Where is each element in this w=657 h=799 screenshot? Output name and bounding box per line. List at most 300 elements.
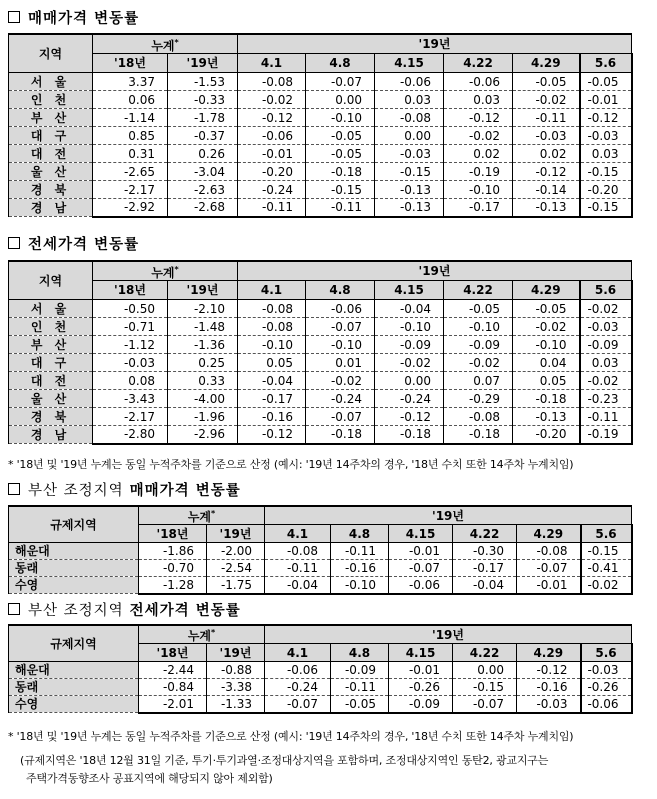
year-2019-header: '19년 [238, 34, 632, 54]
value-cell: -0.06 [444, 73, 513, 91]
value-cell: -0.19 [580, 426, 632, 444]
region-cell: 서 울 [9, 73, 93, 91]
section-jeonse-title [8, 232, 139, 254]
value-cell: -0.03 [513, 127, 580, 145]
col-header-week: 4.8 [306, 281, 375, 300]
value-cell: 0.31 [93, 145, 168, 163]
value-cell: -0.05 [513, 300, 580, 318]
value-cell: -1.36 [168, 336, 238, 354]
value-cell: -0.08 [444, 408, 513, 426]
value-cell: -0.08 [265, 543, 331, 560]
table-row [9, 318, 632, 336]
table-row [9, 109, 632, 127]
value-cell: -0.06 [389, 577, 453, 594]
value-cell: -0.07 [306, 73, 375, 91]
note-cumulative-1: * '18년 및 '19년 누계는 동일 누적주차를 기준으로 산정 (예시: '19년 14주차의 경우, '18년 수치 또한 14주차 누계치임) [8, 458, 574, 471]
table-row [9, 408, 632, 426]
region-header: 규제지역 [9, 625, 139, 662]
region-cell: 울 산 [9, 163, 93, 181]
col-header-week: 4.1 [265, 644, 331, 662]
cumulative-label: 누계 [151, 265, 175, 280]
value-cell: -0.01 [389, 662, 453, 679]
value-cell: -2.00 [207, 543, 265, 560]
value-cell: -0.05 [444, 300, 513, 318]
value-cell: 0.00 [375, 372, 444, 390]
value-cell: -0.05 [331, 696, 389, 713]
value-cell: -0.08 [238, 318, 306, 336]
col-header-2019: '19년 [207, 525, 265, 543]
value-cell: -0.20 [513, 426, 580, 444]
value-cell: -2.96 [168, 426, 238, 444]
region-cell: 부 산 [9, 336, 93, 354]
table-row [9, 577, 632, 594]
region-cell: 대 구 [9, 354, 93, 372]
value-cell: -0.18 [444, 426, 513, 444]
checkbox-square-icon [8, 483, 20, 495]
value-cell: -0.09 [375, 336, 444, 354]
cumulative-header [93, 34, 238, 54]
table-row [9, 300, 632, 318]
value-cell: -0.08 [238, 73, 306, 91]
value-cell: -0.15 [580, 163, 632, 181]
value-cell: -0.02 [306, 372, 375, 390]
value-cell: 0.00 [306, 91, 375, 109]
cumulative-label: 누계 [187, 510, 211, 524]
value-cell: -2.44 [139, 662, 207, 679]
value-cell: -0.12 [444, 109, 513, 127]
section-jeonse-title-text: 전세가격 변동률 [28, 236, 140, 253]
region-cell: 인 천 [9, 318, 93, 336]
section-busan-sale-title-text: 매매가격 변동률 [129, 482, 241, 499]
value-cell: -0.24 [238, 181, 306, 199]
value-cell: -0.04 [375, 300, 444, 318]
value-cell: -0.02 [444, 354, 513, 372]
value-cell: -2.01 [139, 696, 207, 713]
value-cell: -0.15 [453, 679, 517, 696]
value-cell: 0.02 [513, 145, 580, 163]
col-header-2018: '18년 [93, 281, 168, 300]
value-cell: -0.26 [389, 679, 453, 696]
value-cell: -1.75 [207, 577, 265, 594]
value-cell: 3.37 [93, 73, 168, 91]
value-cell: -1.12 [93, 336, 168, 354]
value-cell: -0.02 [581, 577, 632, 594]
value-cell: -0.17 [444, 199, 513, 217]
value-cell: -0.02 [580, 372, 632, 390]
value-cell: -0.30 [453, 543, 517, 560]
region-cell: 동래 [9, 679, 139, 696]
value-cell: -0.02 [238, 91, 306, 109]
col-header-2019: '19년 [168, 54, 238, 73]
value-cell: -0.13 [513, 408, 580, 426]
value-cell: 0.03 [375, 91, 444, 109]
section-busan-sale-title [8, 478, 241, 500]
value-cell: -0.03 [375, 145, 444, 163]
col-header-week: 4.15 [389, 644, 453, 662]
value-cell: -0.11 [331, 679, 389, 696]
col-header-week: 4.22 [444, 281, 513, 300]
value-cell: -0.10 [513, 336, 580, 354]
section-sale-title [8, 6, 139, 28]
value-cell: -0.05 [306, 145, 375, 163]
checkbox-square-icon [8, 237, 20, 249]
value-cell: -0.03 [580, 318, 632, 336]
sale-price-table [8, 33, 633, 218]
value-cell: 0.03 [444, 91, 513, 109]
value-cell: -0.16 [517, 679, 581, 696]
cumulative-label: 누계 [151, 38, 175, 53]
note-regulation-line1: (규제지역은 '18년 12월 31일 기준, 투기·투기과열·조정대상지역을 포함하며, 조정대상지역인 동탄2, 광교지구는 [20, 754, 549, 767]
value-cell: -0.29 [444, 390, 513, 408]
value-cell: -0.70 [139, 560, 207, 577]
value-cell: -0.03 [93, 354, 168, 372]
value-cell: -0.37 [168, 127, 238, 145]
cumulative-header [139, 506, 265, 525]
value-cell: -1.14 [93, 109, 168, 127]
value-cell: -0.84 [139, 679, 207, 696]
col-header-week: 4.15 [375, 281, 444, 300]
col-header-2018: '18년 [139, 525, 207, 543]
col-header-2018: '18년 [93, 54, 168, 73]
region-cell: 해운대 [9, 543, 139, 560]
value-cell: -1.28 [139, 577, 207, 594]
region-cell: 경 북 [9, 408, 93, 426]
value-cell: -0.11 [331, 543, 389, 560]
table-row [9, 91, 632, 109]
cumulative-footnote-mark: * [211, 509, 216, 518]
col-header-week: 4.1 [265, 525, 331, 543]
value-cell: -0.12 [513, 163, 580, 181]
value-cell: 0.05 [513, 372, 580, 390]
value-cell: -0.04 [265, 577, 331, 594]
col-header-week: 4.22 [453, 644, 517, 662]
value-cell: -0.01 [238, 145, 306, 163]
table-row [9, 543, 632, 560]
value-cell: 0.33 [168, 372, 238, 390]
header-row-sub [9, 54, 632, 73]
col-header-week: 4.8 [331, 525, 389, 543]
value-cell: -0.13 [375, 199, 444, 217]
col-header-week: 4.22 [453, 525, 517, 543]
value-cell: 0.85 [93, 127, 168, 145]
value-cell: -0.24 [375, 390, 444, 408]
region-cell: 경 북 [9, 181, 93, 199]
value-cell: -0.05 [513, 73, 580, 91]
busan-jeonse-price-table [8, 624, 633, 714]
region-cell: 대 전 [9, 372, 93, 390]
value-cell: 0.25 [168, 354, 238, 372]
value-cell: -0.11 [238, 199, 306, 217]
table-row [9, 199, 632, 217]
col-header-2019: '19년 [207, 644, 265, 662]
value-cell: -2.54 [207, 560, 265, 577]
cumulative-footnote-mark: * [174, 264, 179, 274]
value-cell: 0.07 [444, 372, 513, 390]
cumulative-header [139, 625, 265, 644]
region-header: 규제지역 [9, 506, 139, 543]
value-cell: -2.92 [93, 199, 168, 217]
col-header-week: 4.15 [375, 54, 444, 73]
value-cell: -0.41 [581, 560, 632, 577]
table-row [9, 390, 632, 408]
value-cell: -2.65 [93, 163, 168, 181]
value-cell: -0.20 [238, 163, 306, 181]
value-cell: -0.10 [238, 336, 306, 354]
note-cumulative-2: * '18년 및 '19년 누계는 동일 누적주차를 기준으로 산정 (예시: '19년 14주차의 경우, '18년 수치 또한 14주차 누계치임) [8, 730, 574, 743]
value-cell: -0.18 [375, 426, 444, 444]
checkbox-square-icon [8, 11, 20, 23]
col-header-2019: '19년 [168, 281, 238, 300]
value-cell: -0.18 [306, 163, 375, 181]
value-cell: -0.15 [306, 181, 375, 199]
section-busan-jeonse-title [8, 598, 241, 620]
value-cell: -1.33 [207, 696, 265, 713]
col-header-week: 5.6 [580, 54, 632, 73]
region-cell: 인 천 [9, 91, 93, 109]
header-row-top [9, 34, 632, 54]
value-cell: -0.08 [238, 300, 306, 318]
region-header: 지역 [9, 34, 93, 73]
value-cell: 0.00 [375, 127, 444, 145]
value-cell: -0.04 [238, 372, 306, 390]
value-cell: -0.01 [517, 577, 581, 594]
value-cell: -0.12 [580, 109, 632, 127]
value-cell: -0.10 [331, 577, 389, 594]
value-cell: -0.10 [306, 109, 375, 127]
value-cell: -1.53 [168, 73, 238, 91]
col-header-week: 4.1 [238, 281, 306, 300]
value-cell: -0.03 [517, 696, 581, 713]
region-cell: 수영 [9, 696, 139, 713]
region-cell: 경 남 [9, 426, 93, 444]
value-cell: -0.07 [306, 318, 375, 336]
table-row [9, 662, 632, 679]
table-row [9, 127, 632, 145]
value-cell: 0.03 [580, 145, 632, 163]
value-cell: -3.43 [93, 390, 168, 408]
value-cell: -0.10 [375, 318, 444, 336]
region-cell: 대 전 [9, 145, 93, 163]
value-cell: -0.20 [580, 181, 632, 199]
value-cell: -0.24 [265, 679, 331, 696]
cumulative-footnote-mark: * [211, 628, 216, 637]
section-sale-title-text: 매매가격 변동률 [28, 10, 140, 27]
value-cell: -0.13 [375, 181, 444, 199]
table-row [9, 679, 632, 696]
cumulative-label: 누계 [187, 629, 211, 643]
table-row [9, 73, 632, 91]
value-cell: -0.02 [513, 318, 580, 336]
value-cell: -0.12 [238, 109, 306, 127]
col-header-week: 4.8 [331, 644, 389, 662]
value-cell: -0.14 [513, 181, 580, 199]
value-cell: 0.05 [238, 354, 306, 372]
note-regulation-line2: 주택가격동향조사 공표지역에 해당되지 않아 제외함) [26, 772, 273, 785]
table-row [9, 696, 632, 713]
value-cell: -1.86 [139, 543, 207, 560]
table-row [9, 163, 632, 181]
value-cell: -4.00 [168, 390, 238, 408]
checkbox-square-icon [8, 603, 20, 615]
table-row [9, 372, 632, 390]
value-cell: -0.06 [581, 696, 632, 713]
value-cell: -2.10 [168, 300, 238, 318]
region-cell: 동래 [9, 560, 139, 577]
value-cell: -0.13 [513, 199, 580, 217]
value-cell: -0.11 [306, 199, 375, 217]
value-cell: -0.07 [517, 560, 581, 577]
value-cell: -1.78 [168, 109, 238, 127]
value-cell: -0.05 [306, 127, 375, 145]
section-busan-sale-prefix: 부산 조정지역 [28, 482, 124, 499]
header-row-top [9, 506, 632, 525]
value-cell: -0.11 [513, 109, 580, 127]
value-cell: -0.10 [306, 336, 375, 354]
col-header-week: 5.6 [580, 281, 632, 300]
value-cell: -0.09 [580, 336, 632, 354]
value-cell: -3.04 [168, 163, 238, 181]
value-cell: -0.17 [453, 560, 517, 577]
col-header-week: 4.29 [517, 525, 581, 543]
value-cell: -0.10 [444, 181, 513, 199]
value-cell: -0.33 [168, 91, 238, 109]
value-cell: -0.09 [389, 696, 453, 713]
value-cell: -0.19 [444, 163, 513, 181]
value-cell: -0.10 [444, 318, 513, 336]
value-cell: -0.02 [513, 91, 580, 109]
value-cell: -2.17 [93, 408, 168, 426]
col-header-week: 5.6 [581, 525, 632, 543]
value-cell: -0.09 [444, 336, 513, 354]
value-cell: -0.16 [238, 408, 306, 426]
jeonse-price-table [8, 260, 633, 445]
col-header-week: 4.29 [513, 281, 580, 300]
region-cell: 해운대 [9, 662, 139, 679]
region-cell: 대 구 [9, 127, 93, 145]
value-cell: -0.06 [306, 300, 375, 318]
value-cell: 0.26 [168, 145, 238, 163]
region-cell: 수영 [9, 577, 139, 594]
value-cell: -0.26 [581, 679, 632, 696]
value-cell: -0.06 [375, 73, 444, 91]
value-cell: -0.17 [238, 390, 306, 408]
value-cell: 0.00 [453, 662, 517, 679]
value-cell: -0.06 [265, 662, 331, 679]
col-header-week: 4.8 [306, 54, 375, 73]
table-row [9, 181, 632, 199]
region-cell: 부 산 [9, 109, 93, 127]
col-header-2018: '18년 [139, 644, 207, 662]
value-cell: -0.12 [375, 408, 444, 426]
value-cell: -0.04 [453, 577, 517, 594]
value-cell: -0.23 [580, 390, 632, 408]
value-cell: -0.07 [306, 408, 375, 426]
value-cell: -0.71 [93, 318, 168, 336]
col-header-week: 4.29 [513, 54, 580, 73]
value-cell: -0.08 [375, 109, 444, 127]
value-cell: -0.06 [238, 127, 306, 145]
region-header: 지역 [9, 261, 93, 300]
table-row [9, 354, 632, 372]
value-cell: 0.04 [513, 354, 580, 372]
region-cell: 서 울 [9, 300, 93, 318]
cumulative-footnote-mark: * [174, 37, 179, 47]
value-cell: -0.07 [389, 560, 453, 577]
value-cell: -2.63 [168, 181, 238, 199]
value-cell: -0.15 [375, 163, 444, 181]
value-cell: -0.01 [580, 91, 632, 109]
col-header-week: 4.29 [517, 644, 581, 662]
col-header-week: 4.22 [444, 54, 513, 73]
year-2019-header: '19년 [238, 261, 632, 281]
value-cell: -1.48 [168, 318, 238, 336]
value-cell: -0.09 [331, 662, 389, 679]
value-cell: -2.80 [93, 426, 168, 444]
section-busan-jeonse-title-text: 전세가격 변동률 [129, 602, 241, 619]
value-cell: -0.03 [580, 127, 632, 145]
header-row-top [9, 261, 632, 281]
value-cell: 0.03 [580, 354, 632, 372]
value-cell: -2.17 [93, 181, 168, 199]
value-cell: -0.50 [93, 300, 168, 318]
value-cell: -2.68 [168, 199, 238, 217]
value-cell: 0.01 [306, 354, 375, 372]
value-cell: -0.12 [238, 426, 306, 444]
value-cell: -0.15 [580, 199, 632, 217]
header-row-sub [9, 281, 632, 300]
value-cell: -0.02 [580, 300, 632, 318]
col-header-week: 4.15 [389, 525, 453, 543]
value-cell: -0.08 [517, 543, 581, 560]
value-cell: 0.06 [93, 91, 168, 109]
value-cell: -0.18 [513, 390, 580, 408]
value-cell: -0.05 [580, 73, 632, 91]
value-cell: -0.11 [580, 408, 632, 426]
value-cell: -0.88 [207, 662, 265, 679]
region-cell: 경 남 [9, 199, 93, 217]
year-2019-header: '19년 [265, 506, 632, 525]
cumulative-header [93, 261, 238, 281]
value-cell: -0.07 [265, 696, 331, 713]
table-row [9, 336, 632, 354]
col-header-week: 4.1 [238, 54, 306, 73]
value-cell: 0.02 [444, 145, 513, 163]
value-cell: -0.18 [306, 426, 375, 444]
value-cell: -0.15 [581, 543, 632, 560]
value-cell: -0.02 [375, 354, 444, 372]
region-cell: 울 산 [9, 390, 93, 408]
value-cell: -3.38 [207, 679, 265, 696]
value-cell: -1.96 [168, 408, 238, 426]
value-cell: -0.16 [331, 560, 389, 577]
table-row [9, 426, 632, 444]
col-header-week: 5.6 [581, 644, 632, 662]
table-row [9, 560, 632, 577]
value-cell: -0.02 [444, 127, 513, 145]
value-cell: -0.07 [453, 696, 517, 713]
header-row-top [9, 625, 632, 644]
value-cell: -0.11 [265, 560, 331, 577]
table-row [9, 145, 632, 163]
value-cell: -0.24 [306, 390, 375, 408]
section-busan-jeonse-prefix: 부산 조정지역 [28, 602, 124, 619]
value-cell: -0.01 [389, 543, 453, 560]
value-cell: 0.08 [93, 372, 168, 390]
value-cell: -0.12 [517, 662, 581, 679]
value-cell: -0.03 [581, 662, 632, 679]
busan-sale-price-table [8, 505, 633, 595]
year-2019-header: '19년 [265, 625, 632, 644]
